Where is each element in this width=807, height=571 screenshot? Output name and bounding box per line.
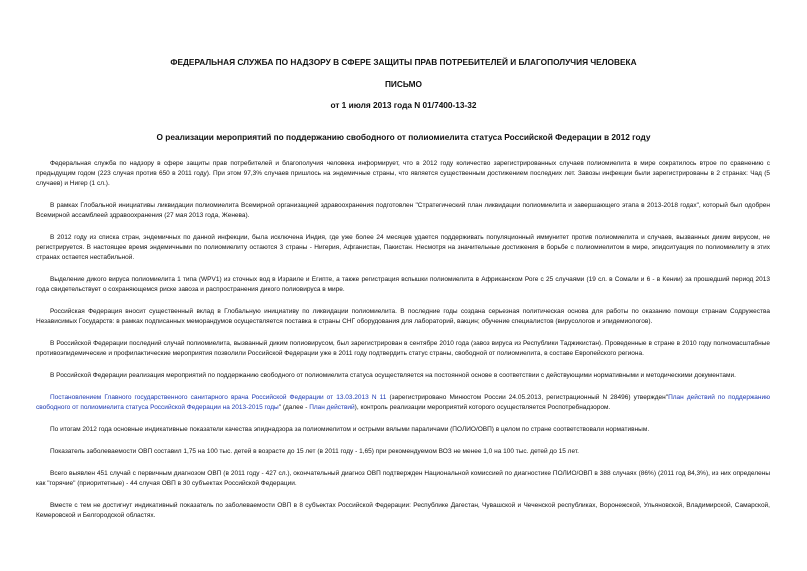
document-date-number: от 1 июля 2013 года N 01/7400-13-32: [330, 100, 477, 110]
paragraph: По итогам 2012 года основные индикативные показатели качества эпиднадзора за полиомиелитом и острыми вялыми параличами (ПОЛИО/ОВП) в целом по стране соответствовали нормативным.: [50, 426, 650, 433]
document-type: ПИСЬМО: [384, 79, 423, 89]
paragraph: Российская Федерация вносит существенный вклад в Глобальную инициативу по ликвидации полиомиелита. В последние годы создана серьезная политическая основа для работы по оказанию помощи странам Содружества Независимых Государств: в рамках подписанных меморандумов осуществляется поставка в страны СНГ оборудования для лабораторий, вакцин; обучение специалистов (вирусологов и эпидемиологов).: [36, 308, 770, 325]
document-body: [36, 159, 770, 533]
paragraph-text: " (далее -: [278, 404, 310, 411]
paragraph: Вместе с тем не достигнут индикативный показатель по заболеваемости ОВП в 8 субъектах Российской Федерации: Республике Дагестан, Чувашской и Чеченской республиках, Воронежской, Ульяновской, Владимирской, Самарской, Кемеровской и Белгородской областях.: [36, 502, 770, 519]
paragraph: В 2012 году из списка стран, эндемичных по данной инфекции, была исключена Индия, где уже более 24 месяцев удается поддерживать популяционный иммунитет против полиомиелита и случаев, вызванных диким вирусом, не регистрируется. В настоящее время эндемичными по полиомиелиту остаются 3 страны - Нигерия, Афганистан, Пакистан. Несмотря на значительные достижения в борьбе с полиомиелитом в мире, эпидситуация по полиомиелиту в этих странах остается нестабильной.: [36, 234, 770, 261]
resolution-link[interactable]: Постановлением Главного государственного санитарного врача Российской Федерации от 13.03.2013 N 11: [50, 394, 387, 401]
action-plan-link[interactable]: План действий по поддержанию свободного от полиомиелита статуса Российской Федерации на 2013-2015 годы: [36, 394, 771, 411]
paragraph: В Российской Федерации реализация мероприятий по поддержанию свободного от полиомиелита статуса осуществляется на постоянной основе в соответствии с действующими нормативными и методическими документами.: [50, 372, 736, 379]
paragraph: В Российской Федерации последний случай полиомиелита, вызванный диким полиовирусом, был зарегистрирован в сентябре 2010 года (завоз вируса из Республики Таджикистан). Проведенные в стране в 2010 году полномасштабные противоэпидемические и профилактические мероприятия позволили Российской Федерации уже в 2011 году подтвердить статус страны, свободной от полиомиелита, в составе Европейского региона.: [36, 340, 770, 357]
agency-heading: ФЕДЕРАЛЬНАЯ СЛУЖБА ПО НАДЗОРУ В СФЕРЕ ЗАЩИТЫ ПРАВ ПОТРЕБИТЕЛЕЙ И БЛАГОПОЛУЧИЯ ЧЕЛОВЕКА: [170, 57, 637, 67]
action-plan-short-link[interactable]: План действий: [309, 404, 355, 411]
paragraph: Выделение дикого вируса полиомиелита 1 типа (WPV1) из сточных вод в Израиле и Египте, а также регистрация вспышки полиомиелита в Африканском Роге с 25 случаями (19 сл. в Сомали и 6 - в Кении) за прошедший период 2013 года свидетельствует о сохраняющемся риске завоза и распространения дикого полиовируса в мире.: [36, 276, 770, 293]
paragraph: В рамках Глобальной инициативы ликвидации полиомиелита Всемирной организацией здравоохранения подготовлен "Стратегический план ликвидации полиомиелита и завершающего этапа в 2013-2018 годах", который был одобрен Всемирной ассамблеей здравоохранения (27 мая 2013 года, Женева).: [36, 202, 770, 219]
paragraph-text: (зарегистрировано Минюстом России 24.05.2013, регистрационный N 28496) утвержден": [386, 394, 669, 401]
paragraph-text: ), контроль реализации мероприятий которого осуществляется Роспотребнадзором.: [354, 404, 611, 411]
paragraph: Федеральная служба по надзору в сфере защиты прав потребителей и благополучия человека информирует, что в 2012 году количество зарегистрированных случаев полиомиелита в мире сократилось втрое по сравнению с предыдущим годом (223 случая против 650 в 2011 году). При этом 97,3% случаев пришлось на эндемичные страны, что является существенным достижением последних лет. Завозы инфекции были зарегистрированы в 2 странах: Чад (5 случаев) и Нигер (1 сл.).: [36, 160, 770, 187]
paragraph-with-links: [36, 393, 770, 413]
paragraph: Всего выявлен 451 случай с первичным диагнозом ОВП (в 2011 году - 427 сл.), окончательный диагноз ОВП подтвержден Национальной комиссией по диагностике ПОЛИО/ОВП в 388 случаях (86%) (2011 год 84,3%), из них определены как "горячие" (приоритетные) - 44 случая ОВП в 30 субъектах Российской Федерации.: [36, 470, 770, 487]
document-title: О реализации мероприятий по поддержанию свободного от полиомиелита статуса Российской Федерации в 2012 году: [156, 132, 651, 142]
paragraph: Показатель заболеваемости ОВП составил 1,75 на 100 тыс. детей в возрасте до 15 лет (в 2011 году - 1,65) при рекомендуемом ВОЗ не менее 1,0 на 100 тыс. детей до 15 лет.: [50, 448, 579, 455]
